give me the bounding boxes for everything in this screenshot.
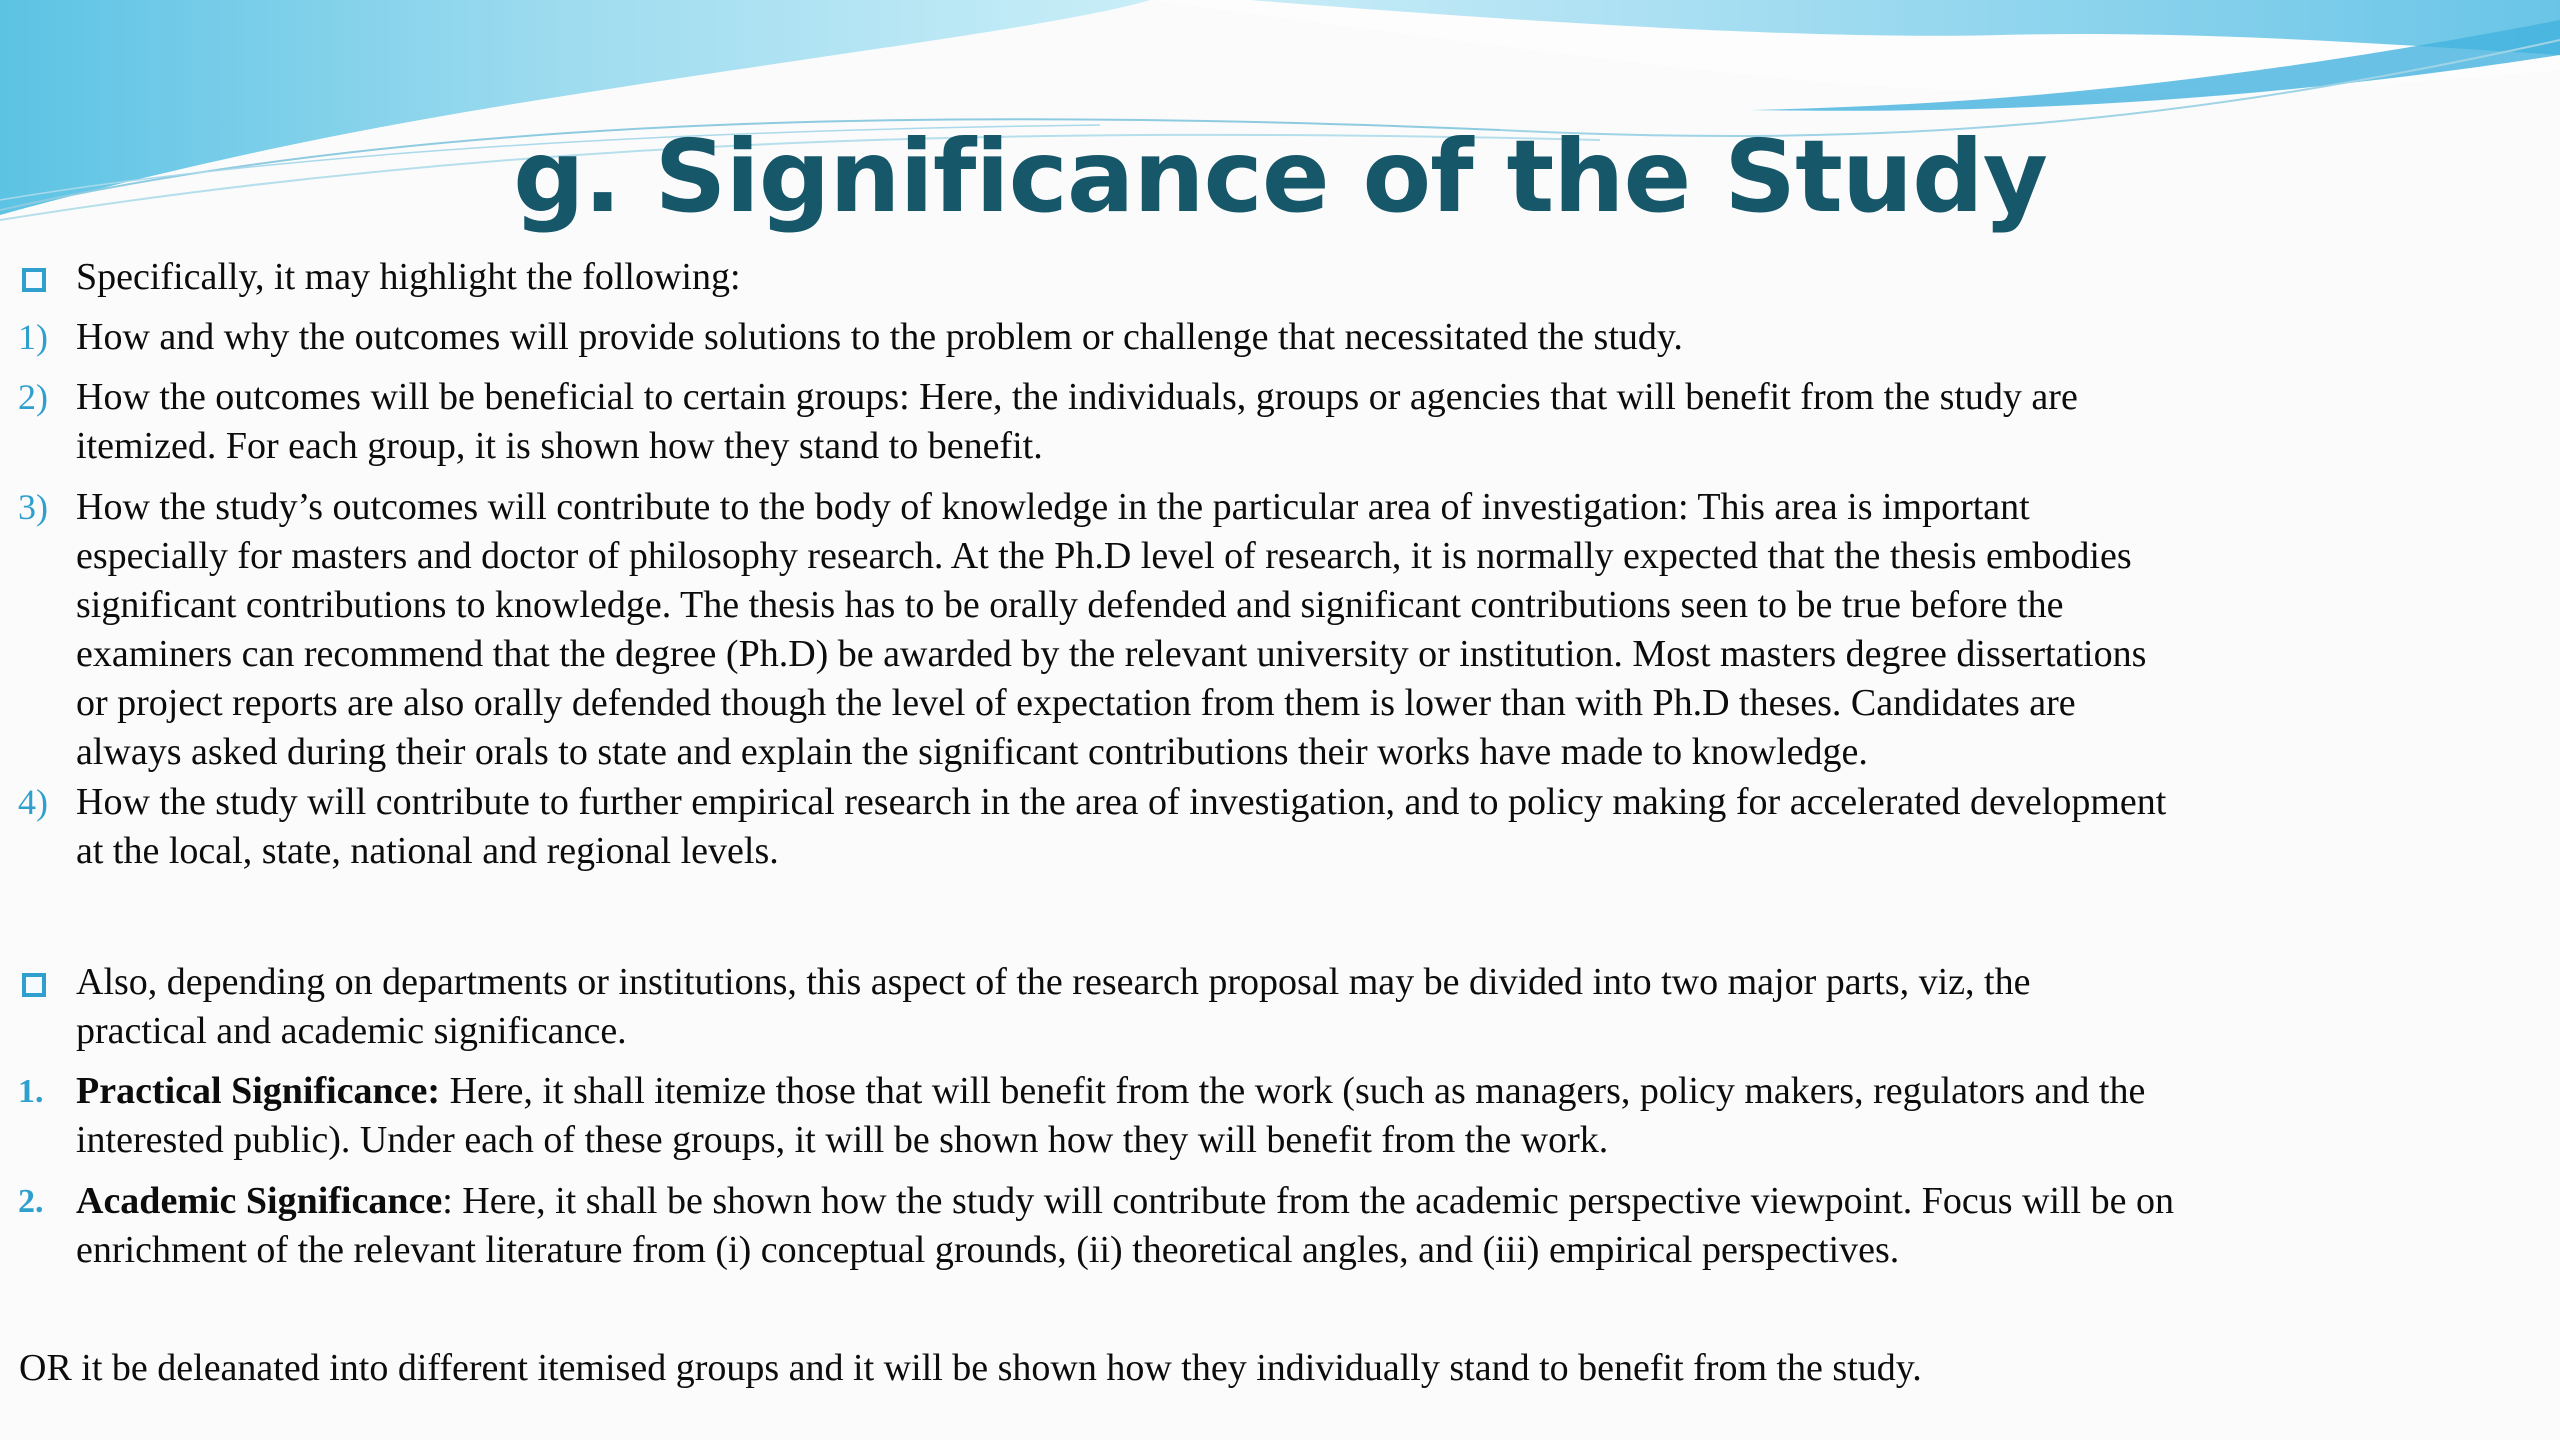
significance-term: Practical Significance: <box>76 1070 441 1112</box>
outcome-line: itemized. For each group, it is shown how they stand to benefit. <box>76 425 1043 467</box>
outcome-line: How the study will contribute to further empirical research in the area of investigation, and to policy making for accelerated development <box>76 781 2167 823</box>
closing-note-text: OR it be deleanated into different itemised groups and it will be shown how they individually stand to benefit from the study. <box>19 1347 1922 1389</box>
intro-bullet-text: Specifically, it may highlight the following: <box>76 256 741 298</box>
significance-line: interested public). Under each of these groups, it will be shown how they will benefit from the work. <box>76 1119 1609 1161</box>
list-marker: 1) <box>18 317 48 357</box>
outcome-line: examiners can recommend that the degree (Ph.D) be awarded by the relevant university or institution. Most masters degree dissertations <box>76 633 2147 675</box>
list-marker: 4) <box>18 782 48 822</box>
significance-description: : Here, it shall be shown how the study will contribute from the academic perspective viewpoint. Focus will be on <box>442 1180 2174 1222</box>
significance-description: Here, it shall itemize those that will benefit from the work (such as managers, policy makers, regulators and the <box>440 1070 2146 1112</box>
outcome-line: at the local, state, national and regional levels. <box>76 830 779 872</box>
outcome-line: How the study’s outcomes will contribute to the body of knowledge in the particular area of investigation: This area is important <box>76 486 2030 528</box>
outcome-line: significant contributions to knowledge. The thesis has to be orally defended and significant contributions seen to be true before the <box>76 584 2064 626</box>
significance-line <box>76 1067 2516 1116</box>
outcome-line: always asked during their orals to state and explain the significant contributions their works have made to knowledge. <box>76 731 1868 773</box>
intro-bullet <box>0 253 2560 302</box>
outcome-line: especially for masters and doctor of philosophy research. At the Ph.D level of research, it is normally expected that the thesis embodies <box>76 535 2132 577</box>
slide-title: g. Significance of the Study <box>513 118 2047 235</box>
hollow-square-bullet-icon <box>22 973 46 997</box>
division-bullet-line: Also, depending on departments or institutions, this aspect of the research proposal may be divided into two major parts, viz, the <box>76 961 2031 1003</box>
division-bullet-line: practical and academic significance. <box>76 1010 627 1052</box>
significance-line: enrichment of the relevant literature from (i) conceptual grounds, (ii) theoretical angles, and (iii) empirical perspectives. <box>76 1229 1900 1271</box>
list-marker: 2) <box>18 377 48 417</box>
hollow-square-bullet-icon <box>22 268 46 292</box>
outcome-line: How and why the outcomes will provide solutions to the problem or challenge that necessitated the study. <box>76 316 1683 358</box>
significance-term: Academic Significance <box>76 1180 443 1222</box>
outcome-line: How the outcomes will be beneficial to certain groups: Here, the individuals, groups or agencies that will benefit from the study are <box>76 376 2078 418</box>
list-marker: 1. <box>18 1073 44 1110</box>
list-marker: 3) <box>18 487 48 527</box>
list-marker: 2. <box>18 1183 44 1220</box>
outcome-line: or project reports are also orally defended though the level of expectation from them is lower than with Ph.D theses. Candidates are <box>76 682 2076 724</box>
significance-line <box>76 1177 2516 1226</box>
